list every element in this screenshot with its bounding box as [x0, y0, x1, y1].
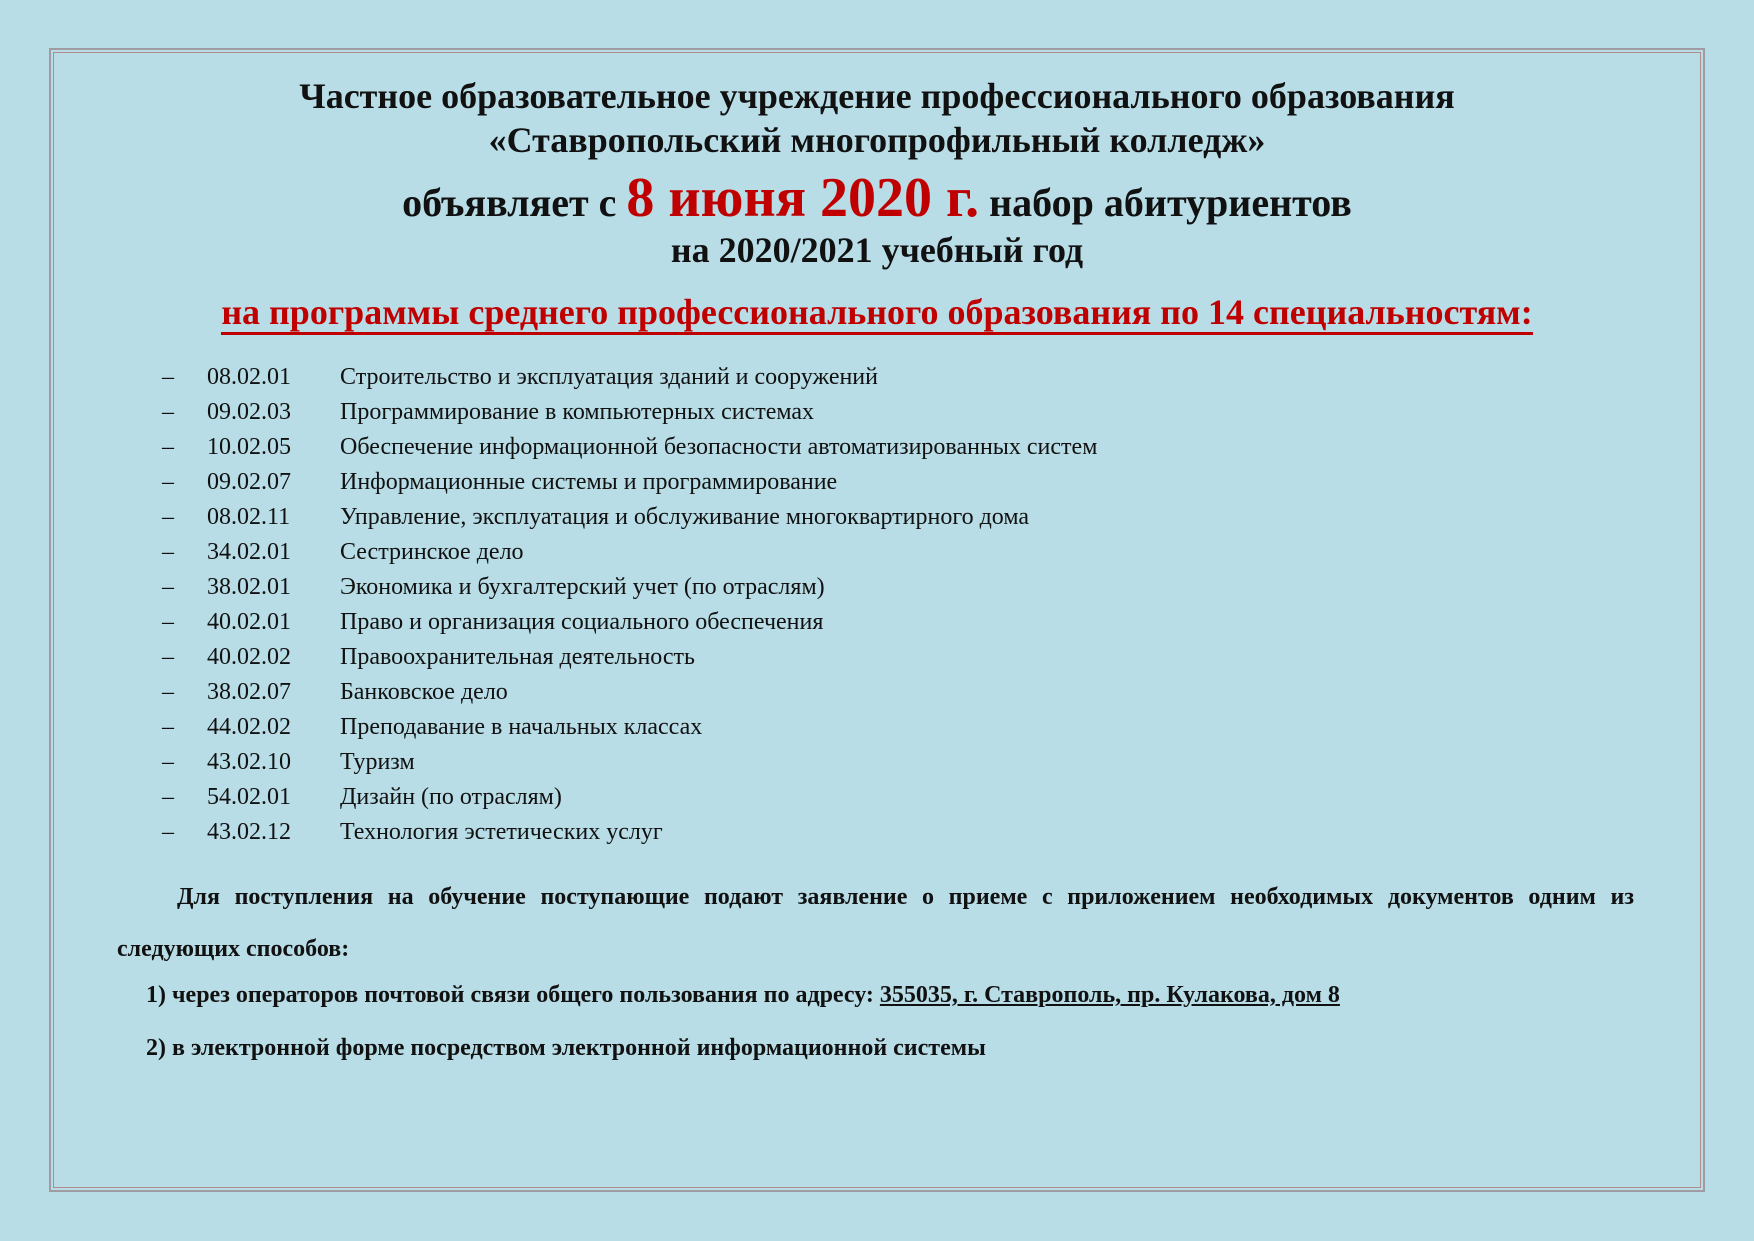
specialty-item	[162, 745, 1097, 780]
specialty-name: Управление, эксплуатация и обслуживание многоквартирного дома	[340, 504, 1030, 530]
specialty-code: 54.02.01	[207, 784, 291, 810]
specialty-item	[162, 605, 1097, 640]
specialty-name: Строительство и эксплуатация зданий и сооружений	[340, 364, 878, 390]
admission-paragraph: Для поступления на обучение поступающие подают заявление о приеме с приложением необходимых документов одним из следующих способов:	[117, 884, 1634, 962]
list-dash: –	[162, 644, 174, 670]
institution-title: Частное образовательное учреждение профессионального образования	[299, 76, 1455, 116]
list-dash: –	[162, 749, 174, 775]
specialty-item	[162, 675, 1097, 710]
specialty-code: 44.02.02	[207, 714, 291, 740]
specialty-name: Технология эстетических услуг	[340, 819, 663, 845]
list-dash: –	[162, 469, 174, 495]
specialty-item	[162, 430, 1097, 465]
specialty-name: Сестринское дело	[340, 539, 524, 565]
specialties-list	[162, 360, 1097, 850]
specialty-item	[162, 640, 1097, 675]
programs-heading	[0, 290, 1754, 334]
specialty-item	[162, 780, 1097, 815]
specialty-code: 34.02.01	[207, 539, 291, 565]
programs-heading-text: на программы среднего профессионального образования по 14 специальностям:	[221, 292, 1532, 335]
specialty-item	[162, 535, 1097, 570]
specialty-item	[162, 815, 1097, 850]
list-dash: –	[162, 574, 174, 600]
postal-address: 355035, г. Ставрополь, пр. Кулакова, дом 8	[879, 982, 1340, 1008]
method-text: через операторов почтовой связи общего пользования по адресу:	[172, 982, 874, 1008]
specialty-code: 10.02.05	[207, 434, 291, 460]
specialty-code: 38.02.07	[207, 679, 291, 705]
specialty-item	[162, 570, 1097, 605]
specialty-code: 40.02.02	[207, 644, 291, 670]
list-dash: –	[162, 504, 174, 530]
method-text: в электронной форме посредством электронной информационной системы	[172, 1035, 986, 1061]
list-dash: –	[162, 399, 174, 425]
announcement-suffix: набор абитуриентов	[989, 180, 1352, 225]
specialty-code: 09.02.07	[207, 469, 291, 495]
list-dash: –	[162, 539, 174, 565]
specialty-code: 43.02.12	[207, 819, 291, 845]
submission-method-electronic	[146, 1030, 986, 1066]
submission-method-mail	[146, 977, 1340, 1013]
specialty-code: 43.02.10	[207, 749, 291, 775]
method-number: 2)	[146, 1035, 166, 1061]
specialty-name: Обеспечение информационной безопасности автоматизированных систем	[340, 434, 1098, 460]
specialty-code: 40.02.01	[207, 609, 291, 635]
method-number: 1)	[146, 982, 166, 1008]
specialty-name: Дизайн (по отраслям)	[340, 784, 562, 810]
specialty-code: 09.02.03	[207, 399, 291, 425]
specialty-name: Право и организация социального обеспечения	[340, 609, 824, 635]
specialty-code: 08.02.01	[207, 364, 291, 390]
list-dash: –	[162, 714, 174, 740]
specialty-name: Преподавание в начальных классах	[340, 714, 703, 740]
list-dash: –	[162, 819, 174, 845]
specialty-item	[162, 395, 1097, 430]
list-dash: –	[162, 784, 174, 810]
specialty-name: Информационные системы и программирование	[340, 469, 838, 495]
specialty-name: Банковское дело	[340, 679, 508, 705]
specialty-item	[162, 500, 1097, 535]
specialty-name: Экономика и бухгалтерский учет (по отраслям)	[340, 574, 825, 600]
specialty-name: Правоохранительная деятельность	[340, 644, 695, 670]
specialty-name: Туризм	[340, 749, 415, 775]
list-dash: –	[162, 679, 174, 705]
college-name: «Ставропольский многопрофильный колледж»	[488, 120, 1266, 160]
specialty-item	[162, 360, 1097, 395]
specialty-item	[162, 465, 1097, 500]
specialty-code: 38.02.01	[207, 574, 291, 600]
admission-start-date: 8 июня 2020 г.	[626, 167, 980, 229]
academic-year: на 2020/2021 учебный год	[670, 230, 1084, 270]
announcement-prefix: объявляет с	[402, 180, 617, 225]
list-dash: –	[162, 609, 174, 635]
specialty-name: Программирование в компьютерных системах	[340, 399, 815, 425]
list-dash: –	[162, 364, 174, 390]
specialty-item	[162, 710, 1097, 745]
specialty-code: 08.02.11	[207, 504, 291, 530]
list-dash: –	[162, 434, 174, 460]
